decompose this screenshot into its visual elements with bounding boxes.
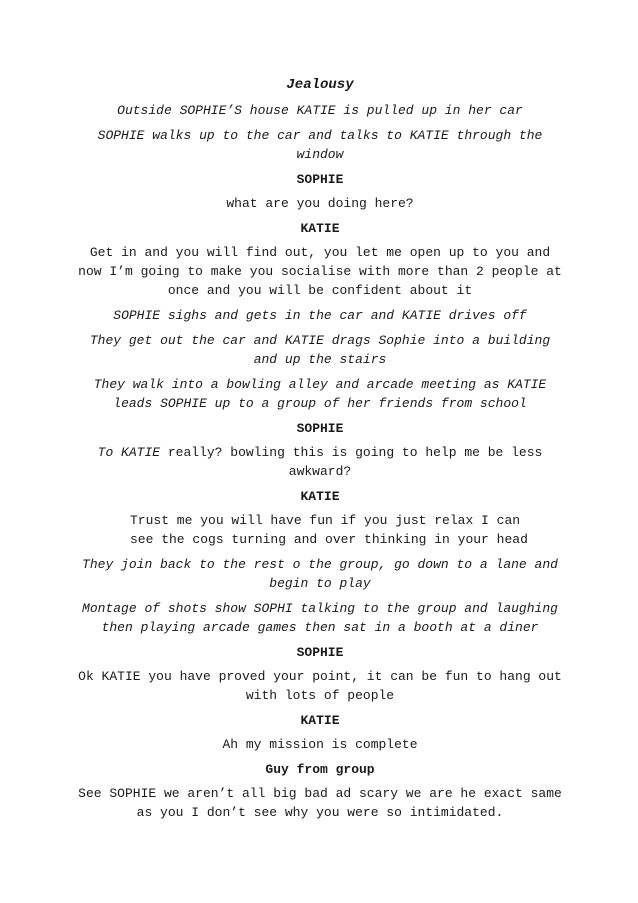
dialogue-line: See SOPHIE we aren’t all big bad ad scary we are he exact same as you I don’t see why you were so intimidated. (78, 786, 562, 820)
dialogue-line: Ok KATIE you have proved your point, it can be fun to hang out with lots of people (78, 669, 562, 703)
dialogue-line (78, 443, 562, 481)
action-line: They get out the car and KATIE drags Sophie into a building and up the stairs (89, 333, 551, 367)
action-line: SOPHIE sighs and gets in the car and KATIE drives off (113, 308, 527, 323)
script-title: Jealousy (286, 77, 354, 93)
character-name: KATIE (300, 221, 340, 236)
dialogue-line: Trust me you will have fun if you just relax I can see the cogs turning and over thinking in your head (130, 513, 528, 547)
character-name: SOPHIE (296, 172, 344, 187)
character-name: KATIE (300, 489, 340, 504)
script-page (78, 76, 562, 828)
character-name: SOPHIE (296, 421, 344, 436)
dialogue-line: Ah my mission is complete (222, 737, 418, 752)
action-line: They join back to the rest o the group, go down to a lane and begin to play (82, 557, 558, 591)
character-name: SOPHIE (296, 645, 344, 660)
character-name: KATIE (300, 713, 340, 728)
dialogue-line: Get in and you will find out, you let me open up to you and now I’m going to make you socialise with more than 2 people at once and you will be confident about it (78, 245, 562, 298)
action-line: SOPHIE walks up to the car and talks to KATIE through the window (97, 128, 543, 162)
dialogue-text: really? bowling this is going to help me be less awkward? (160, 445, 543, 479)
action-line: They walk into a bowling alley and arcade meeting as KATIE leads SOPHIE up to a group of her friends from school (93, 377, 547, 411)
character-name: Guy from group (265, 762, 375, 777)
dialogue-line: what are you doing here? (226, 196, 414, 211)
parenthetical: To KATIE (97, 445, 161, 460)
action-line: Outside SOPHIE’S house KATIE is pulled up in her car (117, 103, 523, 118)
action-line: Montage of shots show SOPHI talking to the group and laughing then playing arcade games then sat in a booth at a diner (82, 601, 558, 635)
